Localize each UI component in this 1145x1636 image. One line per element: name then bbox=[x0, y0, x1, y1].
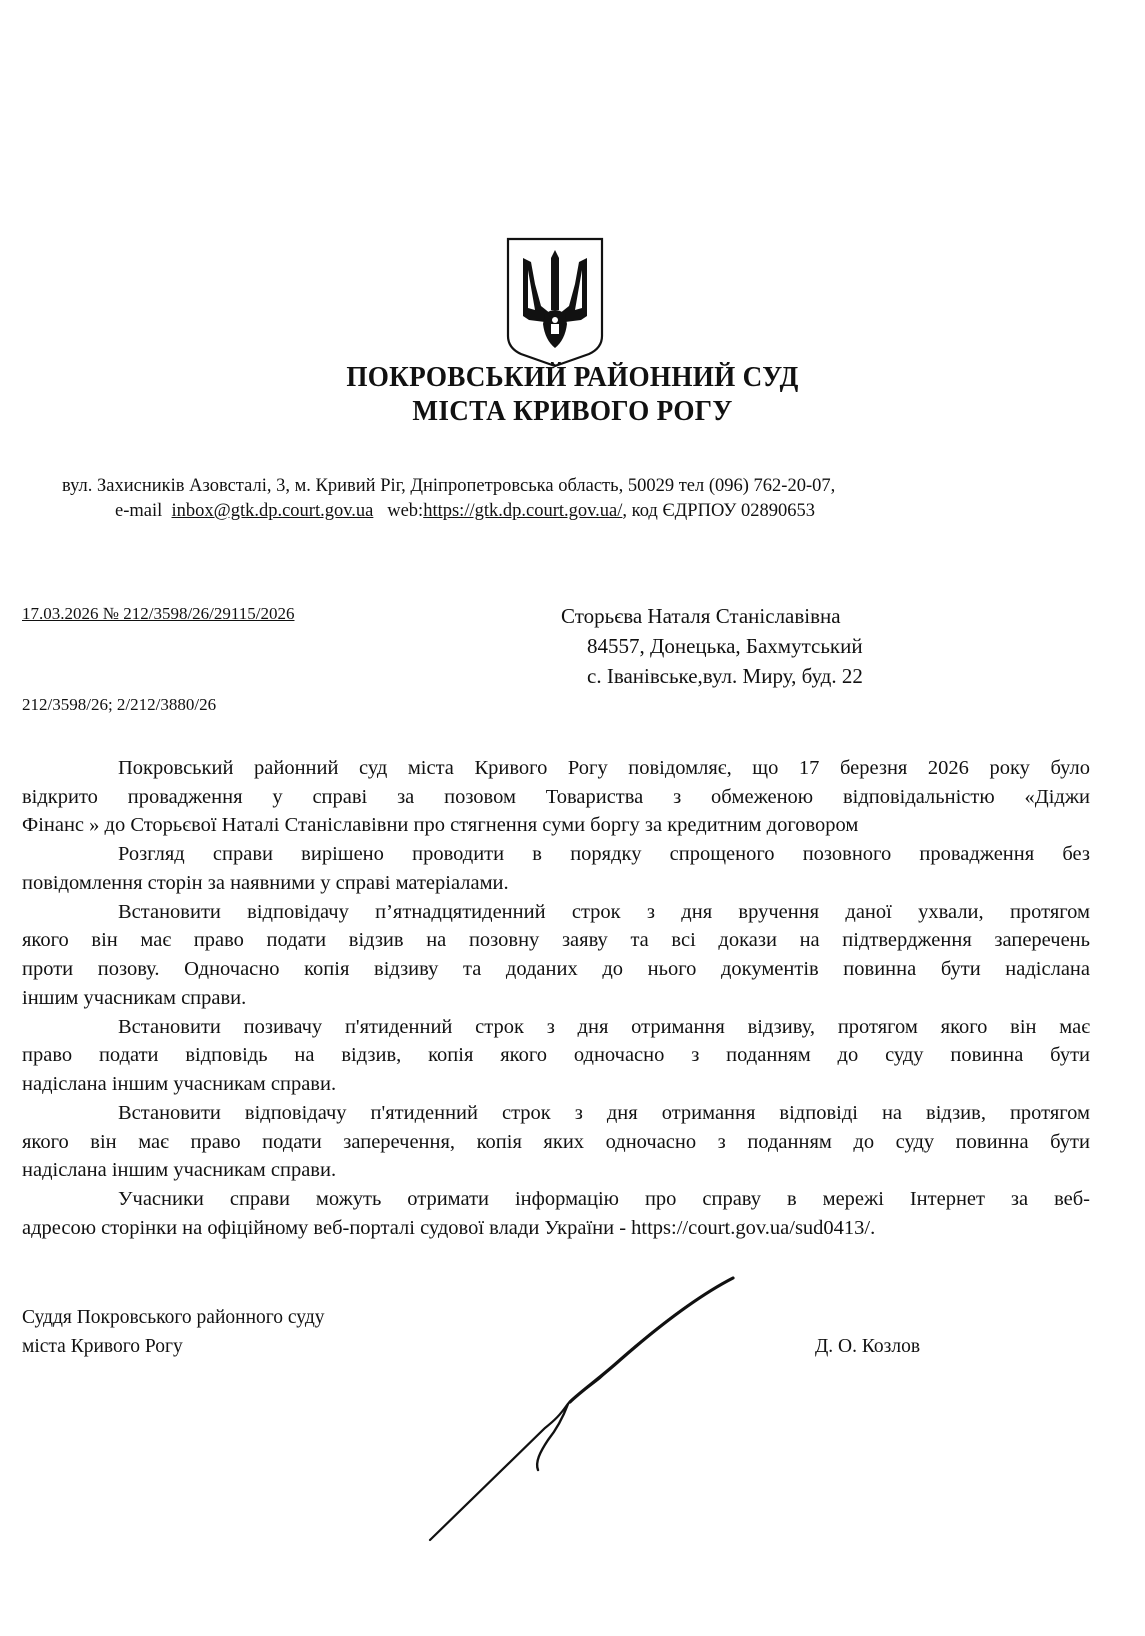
body-line: повідомлення сторін за наявними у справі матеріалами. bbox=[22, 872, 509, 894]
judge-position-line2: міста Кривого Рогу bbox=[22, 1336, 183, 1357]
trident-emblem-icon bbox=[505, 236, 605, 368]
web-link[interactable]: https://gtk.dp.court.gov.ua/ bbox=[423, 501, 623, 521]
body-line: Учасники справи можуть отримати інформацію про справу в мережі Інтернет за веб- bbox=[118, 1188, 1090, 1210]
judge-name: Д. О. Козлов bbox=[815, 1336, 921, 1357]
case-numbers: 212/3598/26; 2/212/3880/26 bbox=[22, 695, 217, 714]
body-line: якого він має право подати заперечення, копія яких одночасно з поданням до суду повинна бути bbox=[22, 1131, 1090, 1153]
body-line: якого він має право подати відзив на позовну заяву та всі докази на підтвердження заперечень bbox=[22, 929, 1090, 951]
body-line: проти позову. Одночасно копія відзиву та доданих до нього документів повинна бути надіслана bbox=[22, 958, 1090, 980]
court-name-line1: ПОКРОВСЬКИЙ РАЙОННИЙ СУД bbox=[346, 362, 799, 393]
body-line: Фінанс » до Сторьєвої Наталі Станіславівни про стягнення суми боргу за кредитним договором bbox=[22, 814, 859, 836]
edrpou-code: , код ЄДРПОУ 02890653 bbox=[622, 501, 815, 521]
recipient-address-line2: с. Іванівське,вул. Миру, буд. 22 bbox=[587, 664, 863, 688]
email-label: e-mail bbox=[115, 501, 163, 521]
body-line: Розгляд справи вирішено проводити в порядку спрощеного позовного провадження без bbox=[118, 843, 1090, 865]
recipient-address-line1: 84557, Донецька, Бахмутський bbox=[587, 634, 863, 658]
web-label: web: bbox=[387, 501, 424, 521]
body-line: відкрито провадження у справі за позовом Товариства з обмеженою відповідальністю «Діджи bbox=[22, 786, 1090, 808]
body-line: Встановити позивачу п'ятиденний строк з дня отримання відзиву, протягом якого він має bbox=[118, 1016, 1090, 1038]
court-address: вул. Захисників Азовсталі, 3, м. Кривий Ріг, Дніпропетровська область, 50029 тел (096) 762-20-07, bbox=[62, 476, 836, 496]
body-line: право подати відповідь на відзив, копія якого одночасно з поданням до суду повинна бути bbox=[22, 1044, 1090, 1066]
body-line: Встановити відповідачу п’ятнадцятиденний строк з дня вручення даної ухвали, протягом bbox=[118, 901, 1090, 923]
body-line: надіслана іншим учасникам справи. bbox=[22, 1073, 337, 1095]
body-line: Встановити відповідачу п'ятиденний строк з дня отримання відповіді на відзив, протягом bbox=[118, 1102, 1090, 1124]
judge-position-line1: Суддя Покровського районного суду bbox=[22, 1307, 325, 1328]
court-name-line2: МІСТА КРИВОГО РОГУ bbox=[412, 396, 733, 427]
outgoing-date-number: 17.03.2026 № 212/3598/26/29115/2026 bbox=[22, 604, 295, 623]
court-contacts bbox=[115, 501, 815, 522]
body-line: іншим учасникам справи. bbox=[22, 987, 247, 1009]
body-line: надіслана іншим учасникам справи. bbox=[22, 1159, 337, 1181]
recipient-name: Сторьєва Наталя Станіславівна bbox=[561, 604, 841, 628]
body-line: адресою сторінки на офіційному веб-порталі судової влади України - https://court.gov.ua/sud0413/. bbox=[22, 1217, 876, 1239]
email-link[interactable]: inbox@gtk.dp.court.gov.ua bbox=[171, 501, 374, 521]
body-line: Покровський районний суд міста Кривого Рогу повідомляє, що 17 березня 2026 року було bbox=[118, 757, 1090, 779]
